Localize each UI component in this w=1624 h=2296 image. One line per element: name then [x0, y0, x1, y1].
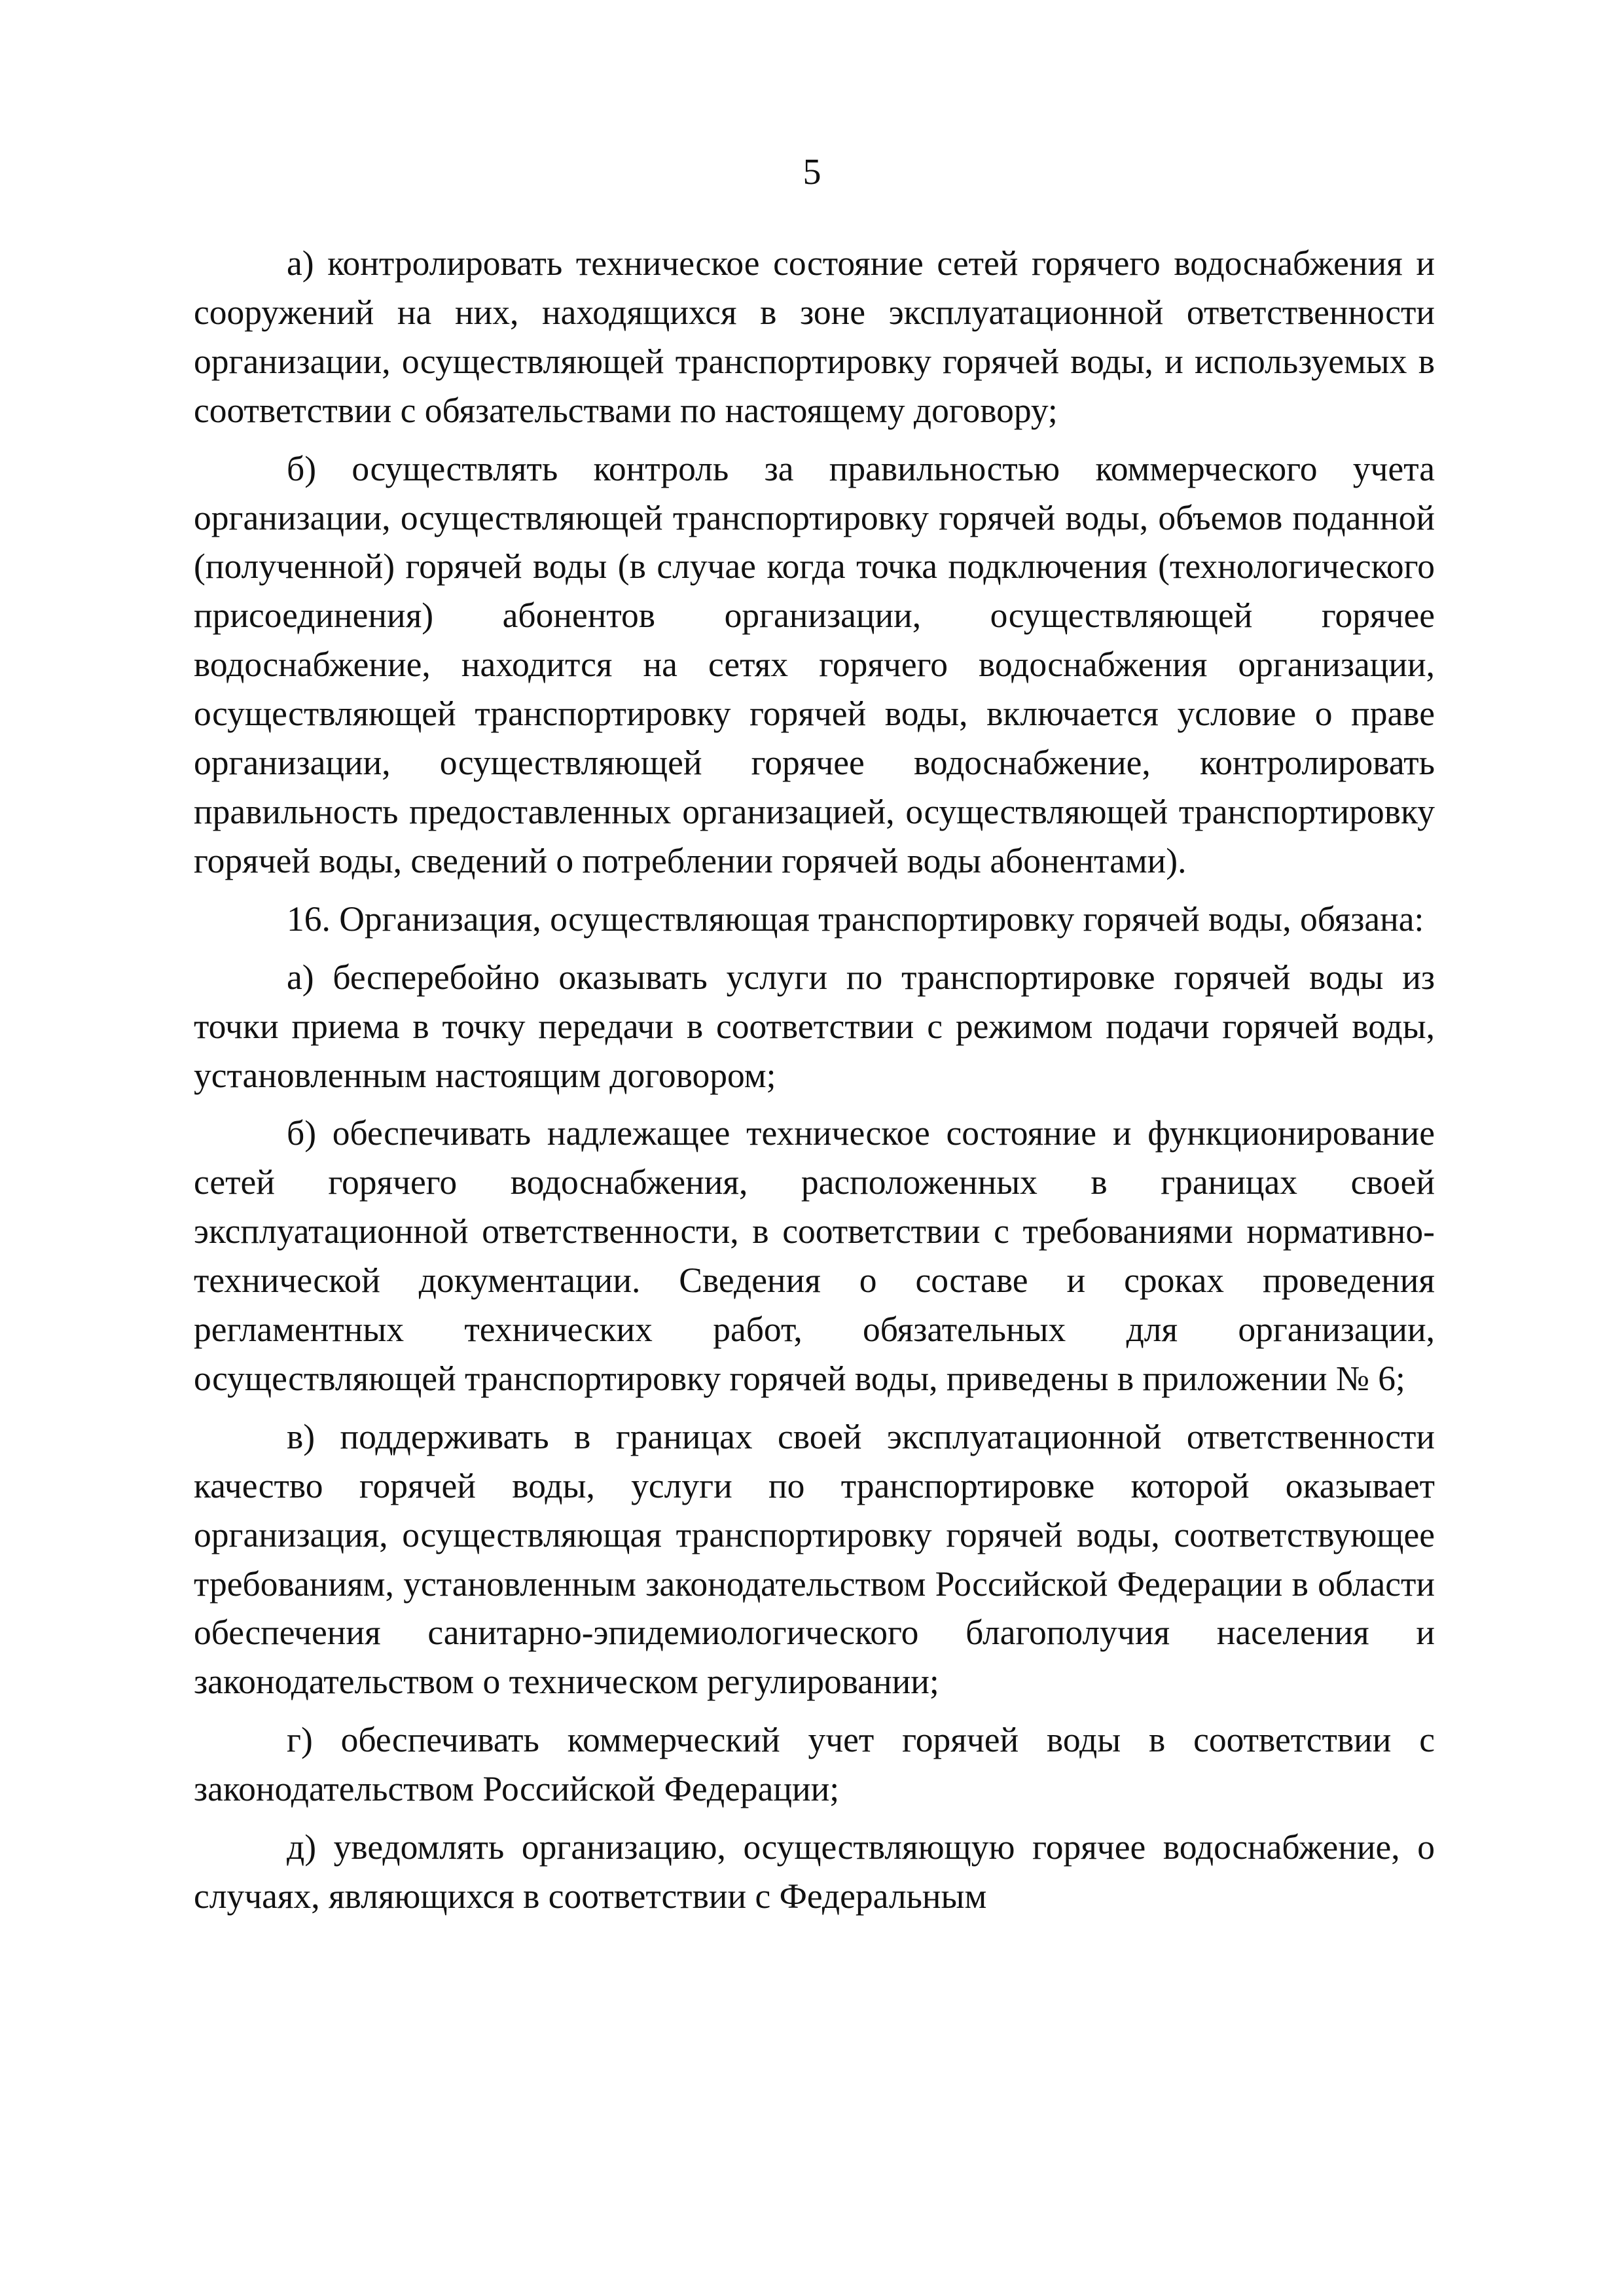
- paragraph-16g: г) обеспечивать коммерческий учет горячей воды в соответствии с законодательством Российской Федерации;: [194, 1720, 1435, 1809]
- paragraph-16-heading: 16. Организация, осуществляющая транспортировку горячей воды, обязана:: [287, 899, 1424, 939]
- document-body: [194, 239, 1435, 1921]
- paragraph-16d: д) уведомлять организацию, осуществляющую горячее водоснабжение, о случаях, являющихся в соответствии с Федеральным: [194, 1827, 1435, 1916]
- paragraph-16v: в) поддерживать в границах своей эксплуатационной ответственности качество горячей воды, услуги по транспортировке которой оказывает организация, осуществляющая транспортировку горячей воды, соответствующее требованиям, установленным законодательством Российской Федерации в области обеспечения санитарно-эпидемиологического благополучия населения и законодательством о техническом регулировании;: [194, 1416, 1435, 1702]
- paragraph-16b: б) обеспечивать надлежащее техническое состояние и функционирование сетей горячего водоснабжения, расположенных в границах своей эксплуатационной ответственности, в соответствии с требованиями нормативно-технической документации. Сведения о составе и сроках проведения регламентных технических работ, обязательных для организации, осуществляющей транспортировку горячей воды, приведены в приложении № 6;: [194, 1113, 1435, 1398]
- paragraph-15a: а) контролировать техническое состояние сетей горячего водоснабжения и сооружений на них, находящихся в зоне эксплуатационной ответственности организации, осуществляющей транспортировку горячей воды, и используемых в соответствии с обязательствами по настоящему договору;: [194, 243, 1435, 430]
- page-number: 5: [803, 152, 821, 192]
- paragraph-15b: б) осуществлять контроль за правильностью коммерческого учета организации, осуществляющей транспортировку горячей воды, объемов поданной (полученной) горячей воды (в случае когда точка подключения (технологического присоединения) абонентов организации, осуществляющей горячее водоснабжение, находится на сетях горячего водоснабжения организации, осуществляющей транспортировку горячей воды, включается условие о праве организации, осуществляющей горячее водоснабжение, контролировать правильность предоставленных организацией, осуществляющей транспортировку горячей воды, сведений о потреблении горячей воды абонентами).: [194, 448, 1435, 880]
- paragraph-16a: а) бесперебойно оказывать услуги по транспортировке горячей воды из точки приема в точку передачи в соответствии с режимом подачи горячей воды, установленным настоящим договором;: [194, 957, 1435, 1095]
